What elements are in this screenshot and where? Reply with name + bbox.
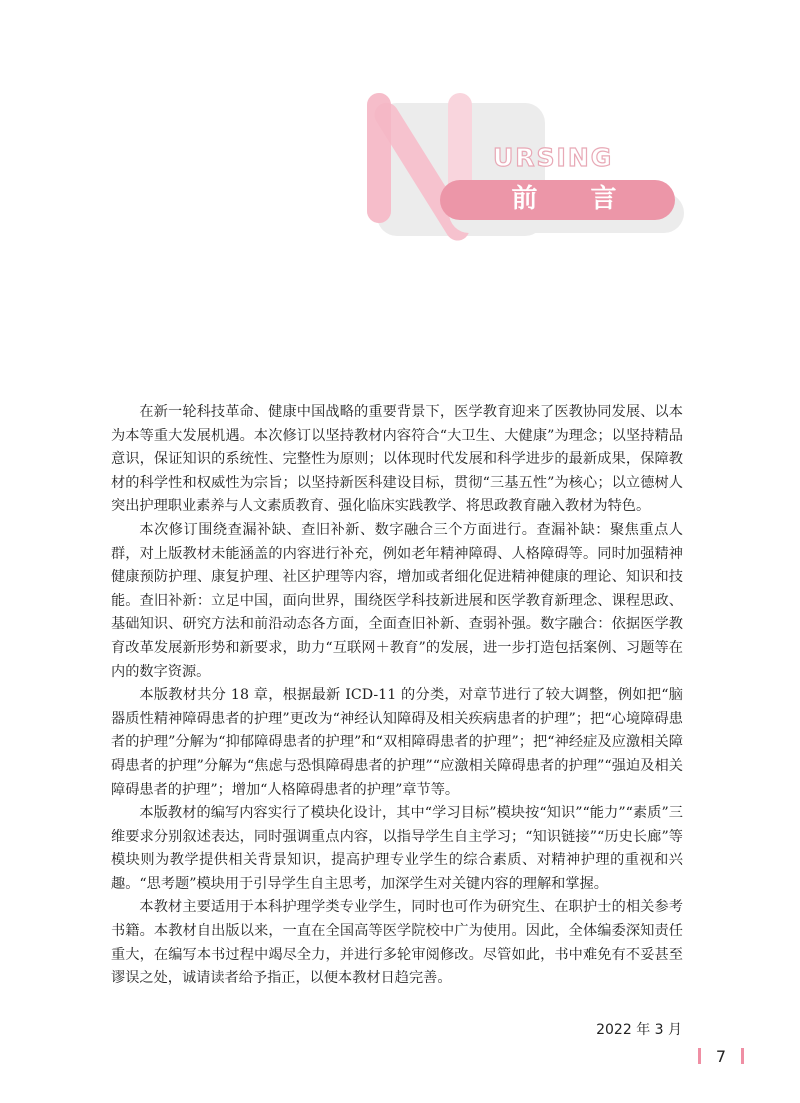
nursing-n-logo xyxy=(0,0,800,260)
paragraph: 本次修订围绕查漏补缺、查旧补新、数字融合三个方面进行。查漏补缺：聚焦重点人群，对上版教材未能涵盖的内容进行补充，例如老年精神障碍、人格障碍等。同时加强精神健康预防护理、康复护理、社区护理等内容，增加或者细化促进精神健康的理论、知识和技能。查旧补新：立足中国，面向世界，围绕医学科技新进展和医学教育新理念、课程思政、基础知识、研究方法和前沿动态各方面，全面查旧补新、查弱补强。数字融合：依据医学教育改革发展新形势和新要求，助力“互联网＋教育”的发展，进一步打造包括案例、习题等在内的数字资源。 xyxy=(111,521,683,680)
page-number-right-bar xyxy=(741,1048,744,1064)
page-number-box xyxy=(698,1044,744,1068)
paragraph: 本版教材共分 18 章，根据最新 ICD-11 的分类，对章节进行了较大调整，例如把“脑器质性精神障碍患者的护理”更改为“神经认知障碍及相关疾病患者的护理”；把“心境障碍患者的护理”分解为“抑郁障碍患者的护理”和“双相障碍患者的护理”；把“神经症及应激相关障碍患者的护理”分解为“焦虑与恐惧障碍患者的护理”“应激相关障碍患者的护理”“强迫及相关障碍患者的护理”；增加“人格障碍患者的护理”章节等。 xyxy=(111,687,683,798)
ursing-wordmark: URSING xyxy=(493,143,614,172)
page-number: 7 xyxy=(715,1046,727,1066)
preface-body xyxy=(111,401,683,991)
paragraph: 本版教材的编写内容实行了模块化设计，其中“学习目标”模块按“知识”“能力”“素质”三维要求分别叙述表达，同时强调重点内容，以指导学生自主学习；“知识链接”“历史长廊”等模块则为教学提供相关背景知识，提高护理专业学生的综合素质、对精神护理的重视和兴趣。“思考题”模块用于引导学生自主思考，加深学生对关键内容的理解和掌握。 xyxy=(111,805,683,892)
paragraph: 在新一轮科技革命、健康中国战略的重要背景下，医学教育迎来了医教协同发展、以本为本等重大发展机遇。本次修订以坚持教材内容符合“大卫生、大健康”为理念；以坚持精品意识，保证知识的系统性、完整性为原则；以体现时代发展和科学进步的最新成果，保障教材的科学性和权威性为宗旨；以坚持新医科建设目标，贯彻“三基五性”为核心；以立德树人突出护理职业素养与人文素质教育、强化临床实践教学、将思政教育融入教材为特色。 xyxy=(111,404,683,515)
page-title: 前 言 xyxy=(511,184,639,214)
paragraph: 本教材主要适用于本科护理学类专业学生，同时也可作为研究生、在职护士的相关参考书籍。本教材自出版以来，一直在全国高等医学院校中广为使用。因此，全体编委深知责任重大，在编写本书过程中竭尽全力，并进行多轮审阅修改。尽管如此，书中难免有不妥甚至谬误之处，诚请读者给予指正，以便本教材日趋完善。 xyxy=(111,899,683,987)
preface-date: 2022 年 3 月 xyxy=(596,1022,682,1038)
